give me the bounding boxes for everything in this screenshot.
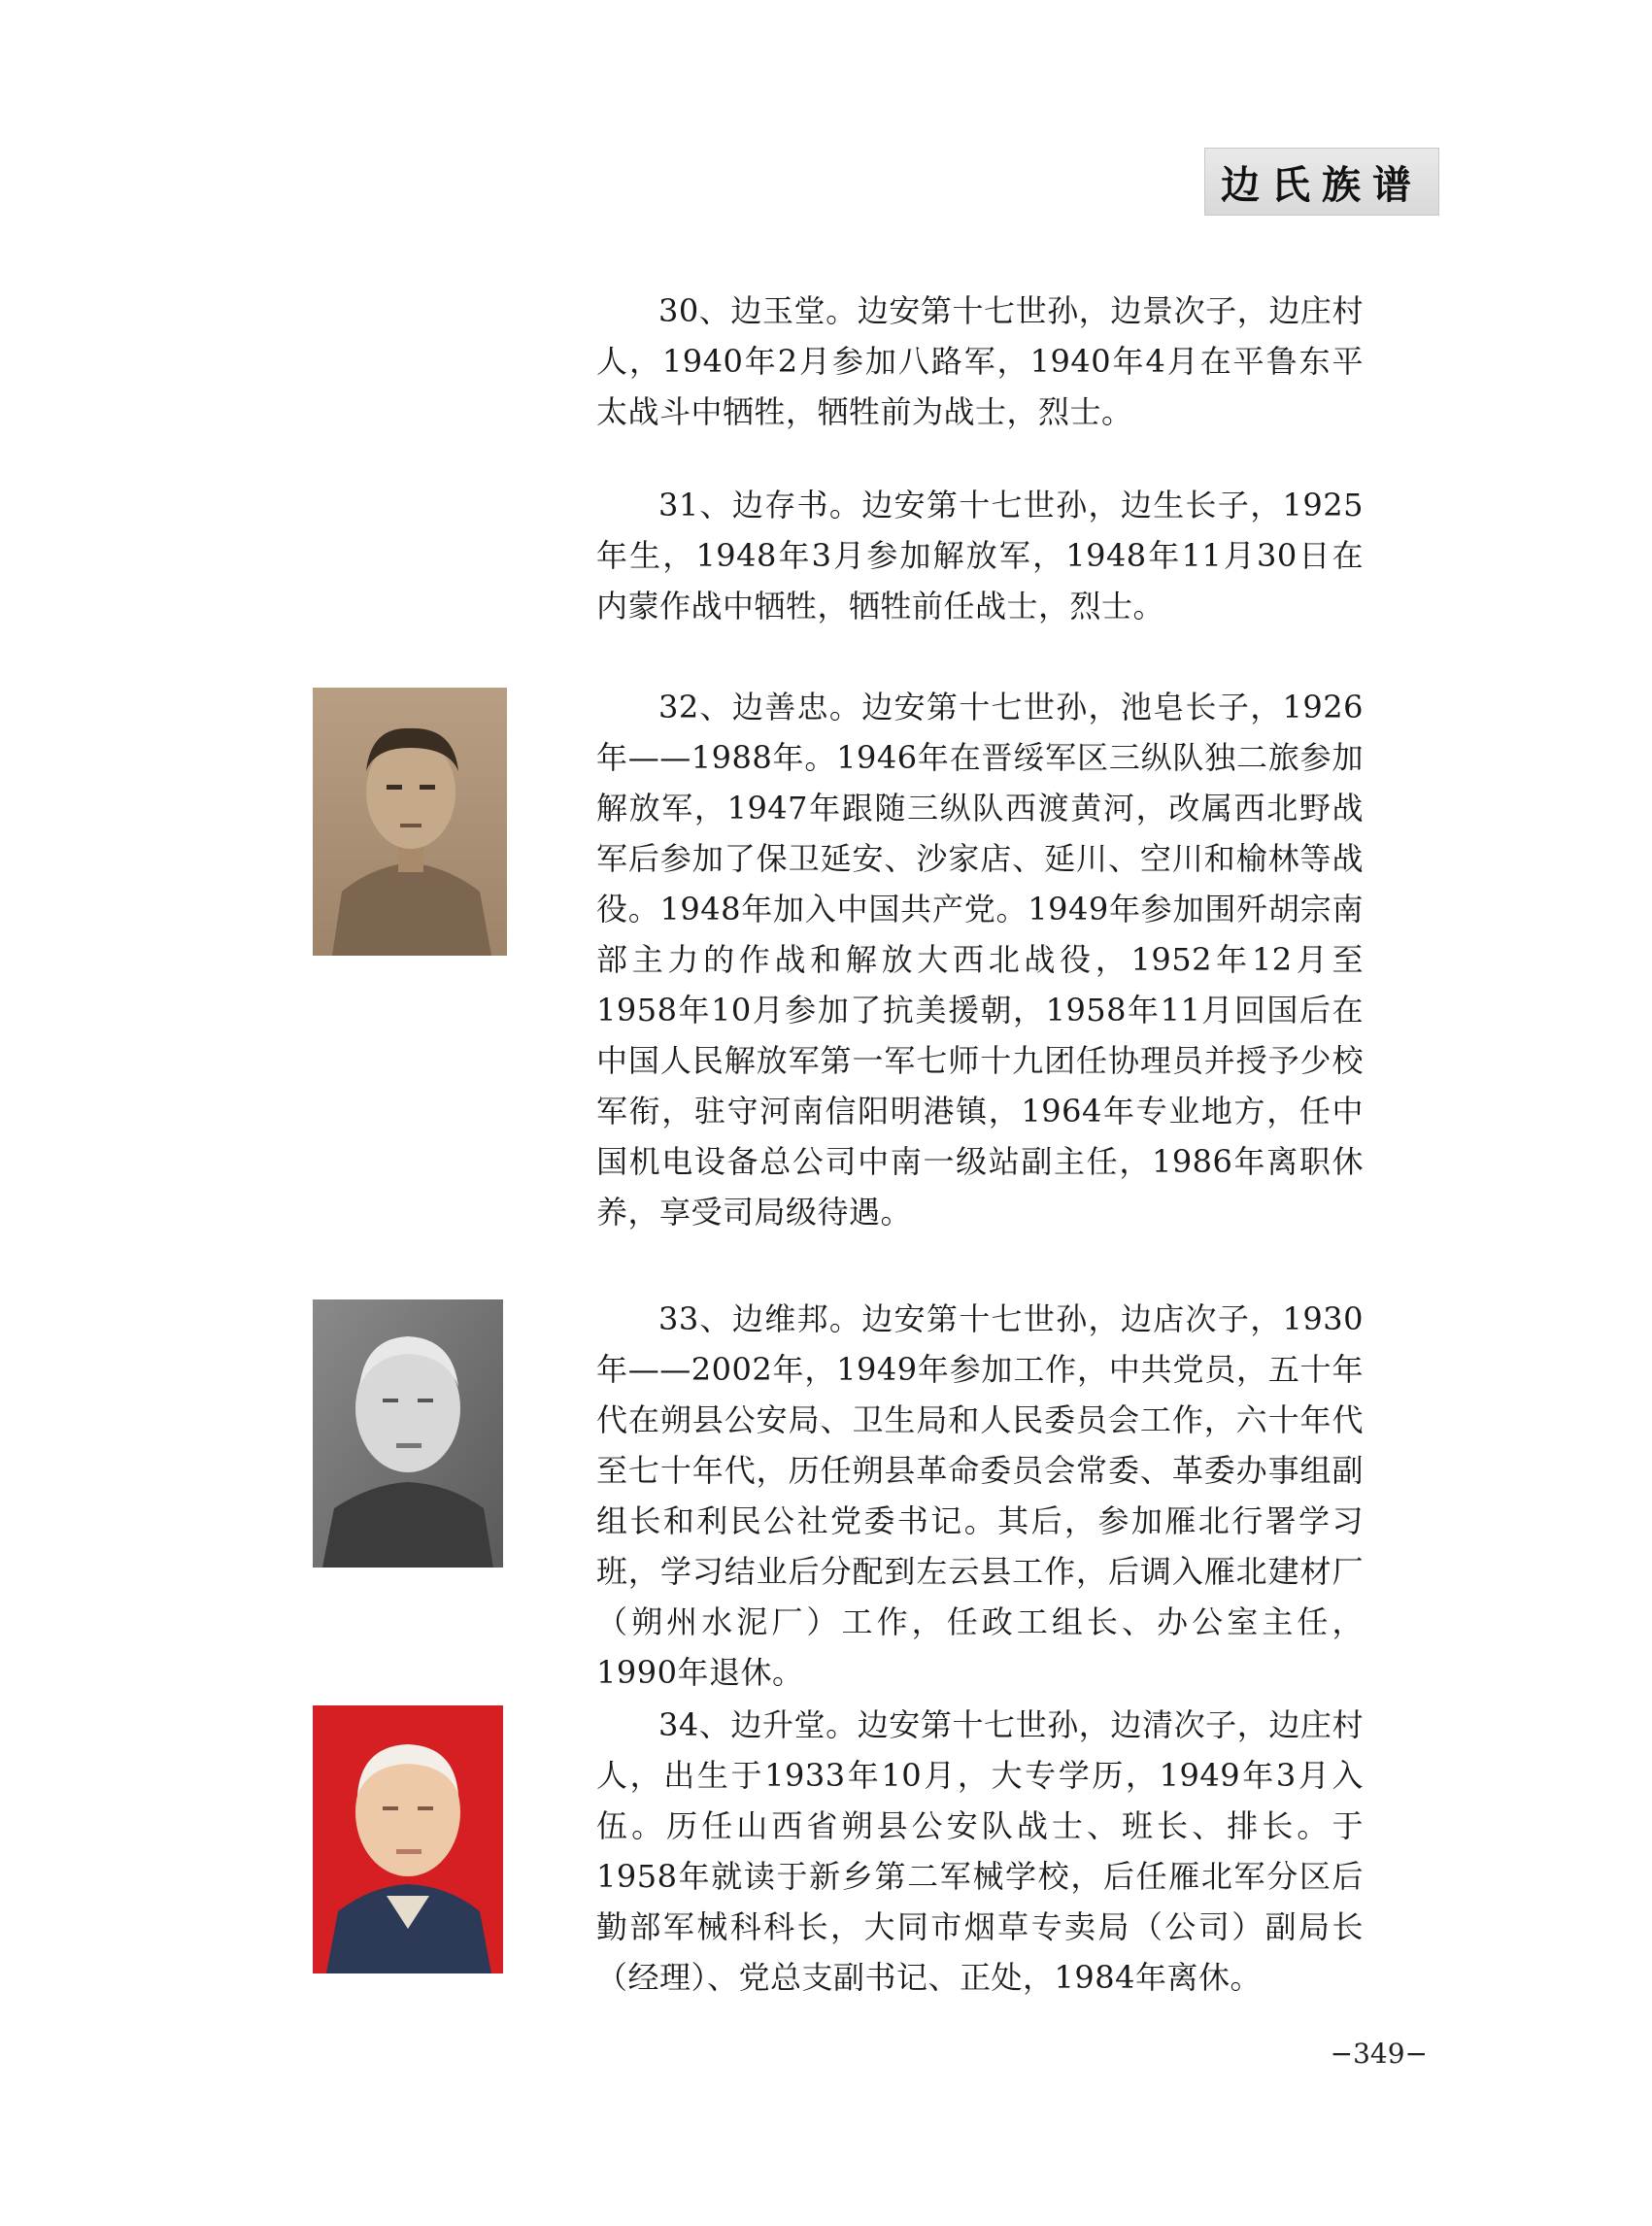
entry-text: 34、边升堂。边安第十七世孙，边清次子，边庄村人，出生于1933年10月，大专学历，1949年3月入伍。历任山西省朔县公安队战士、班长、排长。于1958年就读于新乡第二军械学校，后任雁北军分区后勤部军械科科长，大同市烟草专卖局（公司）副局长（经理）、党总支副书记、正处，1984年离休。: [596, 1706, 1364, 1996]
entry-33: [596, 1294, 1364, 1698]
page-number: −349−: [1330, 2038, 1428, 2070]
entry-32: [596, 682, 1364, 1237]
genealogy-title-tag: 边氏族谱: [1204, 148, 1439, 216]
entry-30: [596, 286, 1364, 437]
entry-text: 33、边维邦。边安第十七世孙，边店次子，1930年——2002年，1949年参加工作，中共党员，五十年代在朔县公安局、卫生局和人民委员会工作，六十年代至七十年代，历任朔县革命委员会常委、革委办事组副组长和利民公社党委书记。其后，参加雁北行署学习班，学习结业后分配到左云县工作，后调入雁北建材厂（朔州水泥厂）工作，任政工组长、办公室主任，1990年退休。: [596, 1300, 1364, 1691]
entry-text: 31、边存书。边安第十七世孙，边生长子，1925年生，1948年3月参加解放军，1948年11月30日在内蒙作战中牺牲，牺牲前任战士，烈士。: [596, 487, 1364, 624]
entry-text: 30、边玉堂。边安第十七世孙，边景次子，边庄村人，1940年2月参加八路军，1940年4月在平鲁东平太战斗中牺牲，牺牲前为战士，烈士。: [596, 292, 1364, 430]
portrait-photo-bian-shanzhong: [313, 688, 507, 956]
entry-31: [596, 480, 1364, 631]
portrait-photo-bian-shengtang: [313, 1705, 503, 1973]
entry-text: 32、边善忠。边安第十七世孙，池皂长子，1926年——1988年。1946年在晋绥军区三纵队独二旅参加解放军，1947年跟随三纵队西渡黄河，改属西北野战军后参加了保卫延安、沙家店、延川、空川和榆林等战役。1948年加入中国共产党。1949年参加围歼胡宗南部主力的作战和解放大西北战役，1952年12月至1958年10月参加了抗美援朝，1958年11月回国后在中国人民解放军第一军七师十九团任协理员并授予少校军衔，驻守河南信阳明港镇，1964年专业地方，任中国机电设备总公司中南一级站副主任，1986年离职休养，享受司局级待遇。: [596, 689, 1364, 1231]
entry-34: [596, 1700, 1364, 2003]
portrait-photo-bian-weibang: [313, 1299, 503, 1568]
